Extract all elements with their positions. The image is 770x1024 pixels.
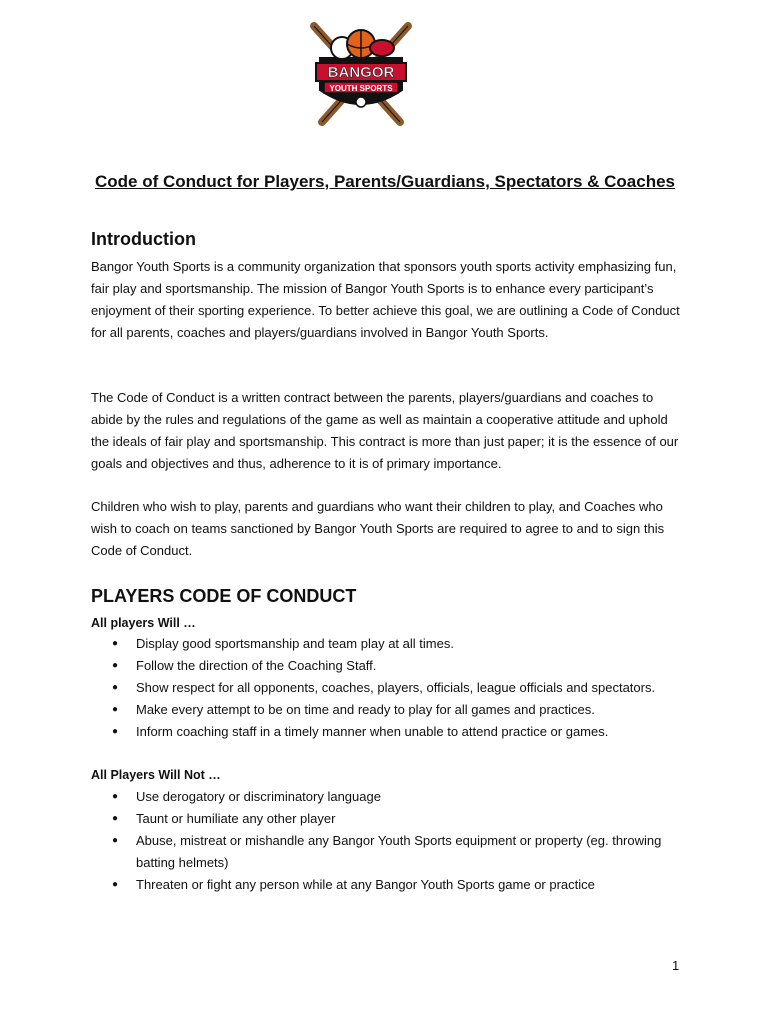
logo-text-youth-sports: YOUTH SPORTS: [329, 84, 393, 93]
list-item: ● Abuse, mistreat or mishandle any Bangor Youth Sports equipment or property (eg. throwing batting helmets): [136, 830, 676, 874]
baseball-icon: [356, 97, 366, 107]
list-item: ● Taunt or humiliate any other player: [136, 808, 676, 830]
list-item: ● Display good sportsmanship and team play at all times.: [136, 633, 676, 655]
players-code-heading: PLAYERS CODE OF CONDUCT: [91, 586, 357, 606]
intro-paragraph-3: Children who wish to play, parents and guardians who want their children to play, and Coaches who wish to coach on teams sanctioned by Bangor Youth Sports are required to agree to and to sign this Code of Conduct.: [91, 499, 665, 558]
players-will-label: All players Will …: [91, 616, 196, 630]
players-will-not-list: [136, 786, 676, 896]
intro-paragraph-1: Bangor Youth Sports is a community organization that sponsors youth sports activity emphasizing fun, fair play and sportsmanship. The mission of Bangor Youth Sports is to enhance every participant’s enjoyment of their sporting experience. To better achieve this goal, we are outlining a Code of Conduct for all parents, coaches and players/guardians involved in Bangor Youth Sports.: [91, 259, 680, 340]
list-item: ● Use derogatory or discriminatory language: [136, 786, 676, 808]
football-icon: [370, 40, 394, 56]
list-item: ● Make every attempt to be on time and ready to play for all games and practices.: [136, 699, 676, 721]
list-item: ● Show respect for all opponents, coaches, players, officials, league officials and spectators.: [136, 677, 676, 699]
list-item: ● Follow the direction of the Coaching Staff.: [136, 655, 676, 677]
document-title: Code of Conduct for Players, Parents/Guardians, Spectators & Coaches: [94, 172, 676, 191]
page-number: 1: [672, 958, 680, 973]
bangor-youth-sports-logo: [300, 18, 422, 128]
logo-text-bangor: BANGOR: [327, 64, 395, 81]
intro-paragraph-2: The Code of Conduct is a written contract between the parents, players/guardians and coaches to abide by the rules and regulations of the game as well as maintain a cooperative attitude and uphold the ideals of fair play and sportsmanship. This contract is more than just paper; it is the essence of our goals and objectives and thus, adherence to it is of primary importance.: [91, 390, 679, 471]
players-will-list: [136, 633, 676, 743]
list-item: ● Threaten or fight any person while at any Bangor Youth Sports game or practice: [136, 874, 676, 896]
players-will-not-label: All Players Will Not …: [91, 768, 221, 782]
introduction-heading: Introduction: [91, 229, 196, 249]
logo-graphic: [300, 18, 422, 128]
list-item: ● Inform coaching staff in a timely manner when unable to attend practice or games.: [136, 721, 676, 743]
